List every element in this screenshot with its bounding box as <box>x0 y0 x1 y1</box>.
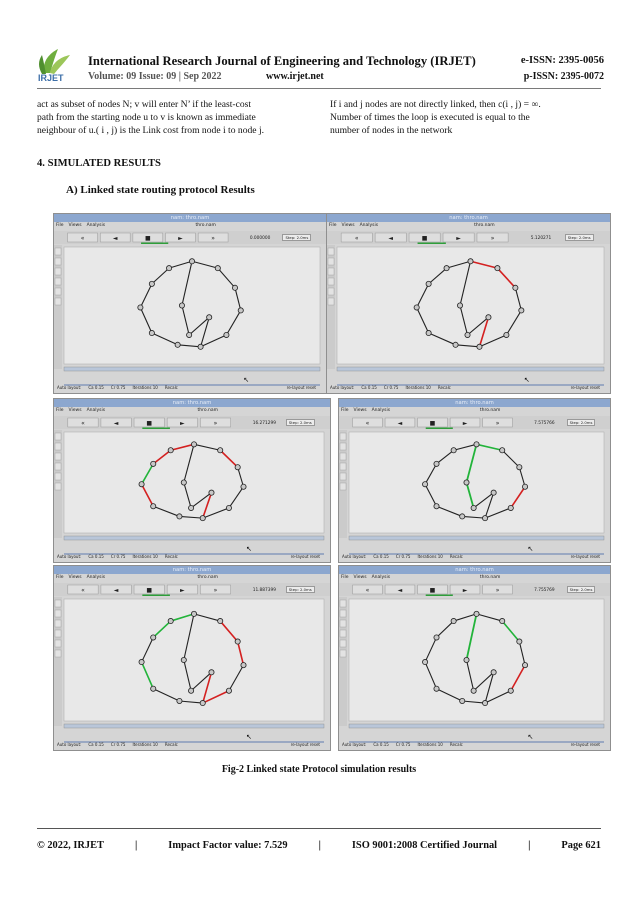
layout-field[interactable]: Iterations 10 <box>132 742 158 747</box>
playback-glyph: ■ <box>145 235 151 242</box>
network-node[interactable] <box>504 332 509 337</box>
menu-views[interactable]: Views <box>68 223 82 228</box>
menu-bar <box>329 223 383 228</box>
network-node[interactable] <box>198 344 203 349</box>
iso-certification: ISO 9001:2008 Certified Journal <box>351 840 498 851</box>
network-node[interactable] <box>522 663 527 668</box>
tool-icon[interactable] <box>340 600 346 607</box>
file-name: thro.nam <box>474 223 495 228</box>
playback-glyph: « <box>365 420 370 427</box>
window-titlebar: nam: thro.nam <box>54 214 326 222</box>
relayout-reset[interactable]: re-layout reset <box>290 742 320 747</box>
playback-glyph: ► <box>462 420 468 427</box>
network-node[interactable] <box>151 461 156 466</box>
network-node[interactable] <box>191 442 196 447</box>
playback-glyph: « <box>80 235 85 242</box>
nam-screenshot-5 <box>53 565 331 751</box>
network-node[interactable] <box>471 505 476 510</box>
layout-field[interactable]: Iterations 10 <box>417 554 443 559</box>
mouse-cursor-icon: ↖ <box>523 376 530 384</box>
network-node[interactable] <box>179 303 184 308</box>
p-issn: p-ISSN: 2395-0072 <box>523 71 604 82</box>
network-node[interactable] <box>241 663 246 668</box>
file-name: thro.nam <box>479 575 501 580</box>
network-node[interactable] <box>422 482 427 487</box>
tool-icon[interactable] <box>328 258 334 265</box>
tool-icon[interactable] <box>55 258 61 265</box>
playback-glyph: ► <box>462 587 468 594</box>
nam-screenshot-6 <box>338 565 611 751</box>
playback-glyph: ◄ <box>397 420 403 427</box>
tool-icon[interactable] <box>328 248 334 255</box>
step-value: Step: 2.0ms <box>286 419 315 426</box>
network-node[interactable] <box>226 688 231 693</box>
tool-icon[interactable] <box>55 453 61 460</box>
network-node[interactable] <box>482 516 487 521</box>
auto-layout-panel <box>342 742 607 747</box>
network-node[interactable] <box>177 698 182 703</box>
window-titlebar: nam: thro.nam <box>54 399 330 407</box>
network-node[interactable] <box>460 514 465 519</box>
journal-title: International Research Journal of Engineering and Technology (IRJET) <box>88 54 476 68</box>
window-titlebar: nam: thro.nam <box>339 399 610 407</box>
relayout-reset[interactable]: re-layout reset <box>286 385 316 390</box>
nam-screenshot-4 <box>338 398 611 563</box>
network-node[interactable] <box>207 315 212 320</box>
playback-glyph: « <box>81 420 85 427</box>
nam-canvas <box>339 566 610 750</box>
file-name: thro.nam <box>197 575 218 580</box>
network-node[interactable] <box>426 281 431 286</box>
tool-icon[interactable] <box>55 610 61 617</box>
network-node[interactable] <box>209 670 214 675</box>
logo-text: IRJET <box>38 73 64 83</box>
layout-field[interactable]: Iterations 10 <box>405 385 431 390</box>
layout-field[interactable]: Recalc <box>164 385 178 390</box>
sim-time: 0.000000 <box>249 236 271 241</box>
tool-icon[interactable] <box>55 483 61 490</box>
nam-screenshot-3 <box>53 398 331 563</box>
playback-glyph: ◄ <box>113 420 119 427</box>
network-node[interactable] <box>232 285 237 290</box>
playback-glyph: ◄ <box>112 235 118 242</box>
network-node[interactable] <box>138 305 143 310</box>
layout-field[interactable]: Iterations 10 <box>132 385 158 390</box>
mouse-cursor-icon: ↖ <box>246 545 252 553</box>
network-node[interactable] <box>464 657 469 662</box>
network-node[interactable] <box>508 505 513 510</box>
menu-file[interactable]: File <box>341 575 349 580</box>
network-node[interactable] <box>168 448 173 453</box>
network-node[interactable] <box>139 659 144 664</box>
playback-glyph: ► <box>180 587 185 594</box>
relayout-reset[interactable]: re-layout reset <box>570 554 600 559</box>
network-node[interactable] <box>241 484 246 489</box>
text-line: If i and j nodes are not directly linked, then c(i , j) = ∞. <box>330 99 541 110</box>
network-node[interactable] <box>149 281 154 286</box>
network-node[interactable] <box>451 618 456 623</box>
layout-field[interactable]: Cr 0.75 <box>110 742 126 747</box>
network-node[interactable] <box>495 266 500 271</box>
tool-icon[interactable] <box>55 650 61 657</box>
layout-field[interactable]: Auto layout: <box>342 554 367 559</box>
menu-bar <box>56 408 110 413</box>
impact-factor: Impact Factor value: 7.529 <box>168 840 288 851</box>
network-node[interactable] <box>139 482 144 487</box>
sim-time: 11.887399 <box>252 588 276 593</box>
network-node[interactable] <box>444 266 449 271</box>
tool-icon[interactable] <box>340 620 346 627</box>
footer-separator: | <box>318 840 321 851</box>
nam-screenshot-1 <box>53 213 327 394</box>
tool-icon[interactable] <box>340 640 346 647</box>
text-line: Number of times the loop is executed is equal to the <box>330 112 530 124</box>
menu-file[interactable]: File <box>56 575 64 580</box>
tool-icon[interactable] <box>55 278 61 285</box>
auto-layout-panel <box>57 385 323 390</box>
layout-field[interactable]: Recalc <box>449 554 463 559</box>
tool-icon[interactable] <box>340 443 346 450</box>
network-node[interactable] <box>226 505 231 510</box>
tool-icon[interactable] <box>55 268 61 275</box>
tool-icon[interactable] <box>328 278 334 285</box>
layout-field[interactable]: Iterations 10 <box>417 742 443 747</box>
tool-icon[interactable] <box>340 453 346 460</box>
layout-field[interactable]: Cr 0.75 <box>110 554 126 559</box>
subsection-heading: A) Linked state routing protocol Results <box>66 184 255 196</box>
playback-glyph: ► <box>178 235 183 242</box>
window-titlebar: nam: thro.nam <box>54 566 330 574</box>
tool-icon[interactable] <box>340 610 346 617</box>
playback-glyph: « <box>81 587 85 594</box>
layout-field[interactable]: Recalc <box>449 742 463 747</box>
network-node[interactable] <box>187 332 192 337</box>
network-node[interactable] <box>149 330 154 335</box>
menu-views[interactable]: Views <box>353 408 367 413</box>
network-node[interactable] <box>522 484 527 489</box>
menu-views[interactable]: Views <box>68 408 82 413</box>
menu-analysis[interactable]: Analysis <box>86 575 106 580</box>
layout-field[interactable]: Cr 0.75 <box>395 554 411 559</box>
network-node[interactable] <box>434 504 439 509</box>
window-titlebar: nam: thro.nam <box>327 214 610 222</box>
layout-field[interactable]: Ca 0.15 <box>88 742 104 747</box>
playback-glyph: ► <box>456 235 461 242</box>
network-node[interactable] <box>508 688 513 693</box>
layout-field[interactable]: Ca 0.15 <box>88 385 104 390</box>
network-node[interactable] <box>491 490 496 495</box>
auto-layout-panel <box>57 554 327 559</box>
network-node[interactable] <box>218 448 223 453</box>
step-value: Step: 2.0ms <box>567 586 596 593</box>
playback-glyph: ◄ <box>388 235 393 242</box>
right-column-text <box>330 98 541 138</box>
tool-icon[interactable] <box>55 288 61 295</box>
menu-bar <box>56 223 110 228</box>
menu-bar <box>341 408 395 413</box>
network-node[interactable] <box>465 332 470 337</box>
footer-rule <box>37 828 601 829</box>
sim-time: 16.271299 <box>252 421 276 426</box>
step-value: Step: 2.0ms <box>286 586 315 593</box>
footer <box>37 840 601 851</box>
menu-views[interactable]: Views <box>353 575 367 580</box>
text-line: neighbour of u.( i , j) is the Link cost from node i to node j. <box>37 125 265 137</box>
network-node[interactable] <box>453 342 458 347</box>
playback-glyph: » <box>211 235 215 242</box>
section-heading: 4. SIMULATED RESULTS <box>37 158 161 169</box>
network-node[interactable] <box>151 635 156 640</box>
menu-analysis[interactable]: Analysis <box>371 575 391 580</box>
network-node[interactable] <box>471 688 476 693</box>
tool-icon[interactable] <box>55 640 61 647</box>
footer-separator: | <box>528 840 531 851</box>
tool-icon[interactable] <box>55 298 61 305</box>
tool-icon[interactable] <box>340 463 346 470</box>
relayout-reset[interactable]: re-layout reset <box>570 385 600 390</box>
menu-bar <box>56 575 110 580</box>
tool-icon[interactable] <box>55 463 61 470</box>
tool-icon[interactable] <box>55 473 61 480</box>
e-issn: e-ISSN: 2395-0056 <box>520 55 604 66</box>
auto-layout-panel <box>342 554 607 559</box>
relayout-reset[interactable]: re-layout reset <box>570 742 600 747</box>
network-node[interactable] <box>151 504 156 509</box>
tool-icon[interactable] <box>55 248 61 255</box>
sim-time: 5.120271 <box>530 236 552 241</box>
network-node[interactable] <box>457 303 462 308</box>
network-node[interactable] <box>181 657 186 662</box>
step-value: Step: 2.0ms <box>282 234 311 241</box>
menu-analysis[interactable]: Analysis <box>86 408 106 413</box>
text-line: act as subset of nodes N; v will enter N’ if the least-cost <box>37 99 252 110</box>
playback-glyph: ■ <box>421 235 428 242</box>
playback-glyph: » <box>495 587 500 594</box>
menu-file[interactable]: File <box>56 408 64 413</box>
layout-field[interactable]: Recalc <box>164 742 178 747</box>
file-name: thro.nam <box>195 223 216 228</box>
network-node[interactable] <box>451 448 456 453</box>
layout-field[interactable]: Cr 0.75 <box>110 385 126 390</box>
playback-glyph: » <box>213 587 218 594</box>
mouse-cursor-icon: ↖ <box>246 733 252 741</box>
network-node[interactable] <box>434 635 439 640</box>
tool-icon[interactable] <box>340 473 346 480</box>
copyright: © 2022, IRJET <box>37 840 104 851</box>
mouse-cursor-icon: ↖ <box>527 545 534 553</box>
tool-icon[interactable] <box>328 298 334 305</box>
figure-caption: Fig-2 Linked state Protocol simulation results <box>221 764 417 775</box>
page-number: Page 621 <box>561 840 601 851</box>
network-node[interactable] <box>209 490 214 495</box>
layout-field[interactable]: Auto layout: <box>57 385 82 390</box>
menu-bar <box>341 575 395 580</box>
relayout-reset[interactable]: re-layout reset <box>290 554 320 559</box>
step-value: Step: 2.0ms <box>565 234 594 241</box>
tool-icon[interactable] <box>55 620 61 627</box>
footer-separator: | <box>134 840 138 851</box>
layout-field[interactable]: Iterations 10 <box>132 554 158 559</box>
layout-field[interactable]: Recalc <box>437 385 451 390</box>
timeline-slider[interactable] <box>64 724 324 728</box>
layout-field[interactable]: Auto layout: <box>57 554 82 559</box>
tool-icon[interactable] <box>55 433 61 440</box>
network-node[interactable] <box>517 465 522 470</box>
mouse-cursor-icon: ↖ <box>243 376 250 384</box>
tool-icon[interactable] <box>340 630 346 637</box>
menu-analysis[interactable]: Analysis <box>86 223 106 228</box>
network-node[interactable] <box>238 308 243 313</box>
playback-glyph: ■ <box>146 420 153 427</box>
network-node[interactable] <box>486 315 491 320</box>
timeline-slider[interactable] <box>349 724 604 728</box>
network-node[interactable] <box>224 332 229 337</box>
tool-icon[interactable] <box>55 630 61 637</box>
layout-field[interactable]: Auto layout: <box>342 742 367 747</box>
tool-icon[interactable] <box>340 433 346 440</box>
playback-glyph: ■ <box>429 587 436 594</box>
network-node[interactable] <box>464 480 469 485</box>
layout-field[interactable]: Cr 0.75 <box>383 385 399 390</box>
tool-icon[interactable] <box>340 483 346 490</box>
network-node[interactable] <box>189 259 194 264</box>
left-column-text <box>37 98 264 138</box>
network-node[interactable] <box>474 442 479 447</box>
network-node[interactable] <box>491 670 496 675</box>
menu-views[interactable]: Views <box>68 575 82 580</box>
layout-field[interactable]: Cr 0.75 <box>395 742 411 747</box>
network-node[interactable] <box>517 639 522 644</box>
network-node[interactable] <box>215 266 220 271</box>
menu-analysis[interactable]: Analysis <box>371 408 391 413</box>
network-node[interactable] <box>191 611 196 616</box>
playback-glyph: » <box>490 235 495 242</box>
header-rule <box>37 88 601 89</box>
network-node[interactable] <box>200 516 205 521</box>
network-node[interactable] <box>474 611 479 616</box>
step-value: Step: 2.0ms <box>567 419 596 426</box>
file-name: thro.nam <box>197 408 218 413</box>
layout-field[interactable]: Auto layout: <box>330 385 355 390</box>
network-node[interactable] <box>422 659 427 664</box>
layout-field[interactable]: Ca 0.15 <box>373 554 389 559</box>
network-node[interactable] <box>151 686 156 691</box>
layout-field[interactable]: Ca 0.15 <box>88 554 104 559</box>
playback-glyph: « <box>365 587 370 594</box>
network-node[interactable] <box>460 698 465 703</box>
network-node[interactable] <box>168 618 173 623</box>
layout-field[interactable]: Ca 0.15 <box>373 742 389 747</box>
network-node[interactable] <box>482 700 487 705</box>
auto-layout-panel <box>57 742 327 747</box>
layout-field[interactable]: Recalc <box>164 554 178 559</box>
network-node[interactable] <box>177 514 182 519</box>
network-node[interactable] <box>166 266 171 271</box>
tool-icon[interactable] <box>328 288 334 295</box>
volume-issue: Volume: 09 Issue: 09 | Sep 2022 <box>88 71 222 82</box>
network-node[interactable] <box>500 448 505 453</box>
network-node[interactable] <box>188 505 193 510</box>
network-node[interactable] <box>519 308 524 313</box>
network-node[interactable] <box>513 285 518 290</box>
network-node[interactable] <box>434 461 439 466</box>
network-node[interactable] <box>188 688 193 693</box>
playback-glyph: ■ <box>146 587 153 594</box>
timeline-slider[interactable] <box>349 536 604 540</box>
playback-glyph: » <box>495 420 500 427</box>
network-node[interactable] <box>468 259 473 264</box>
playback-glyph: » <box>213 420 218 427</box>
mouse-cursor-icon: ↖ <box>527 733 534 741</box>
network-node[interactable] <box>500 618 505 623</box>
network-node[interactable] <box>477 344 482 349</box>
network-node[interactable] <box>181 480 186 485</box>
network-node[interactable] <box>434 686 439 691</box>
playback-glyph: ◄ <box>397 587 403 594</box>
website: www.irjet.net <box>266 71 324 82</box>
playback-glyph: ◄ <box>113 587 119 594</box>
layout-field[interactable]: Ca 0.15 <box>361 385 377 390</box>
tool-icon[interactable] <box>55 443 61 450</box>
sim-time: 7.755769 <box>534 588 555 593</box>
tool-icon[interactable] <box>328 268 334 275</box>
playback-glyph: ■ <box>429 420 436 427</box>
menu-file[interactable]: File <box>329 223 337 228</box>
layout-field[interactable]: Auto layout: <box>57 742 82 747</box>
network-node[interactable] <box>218 618 223 623</box>
nam-canvas <box>54 566 330 750</box>
window-titlebar: nam: thro.nam <box>339 566 610 574</box>
timeline-slider[interactable] <box>337 367 604 371</box>
menu-file[interactable]: File <box>341 408 349 413</box>
file-name: thro.nam <box>479 408 501 413</box>
text-line: number of nodes in the network <box>330 125 453 137</box>
network-node[interactable] <box>175 342 180 347</box>
tool-icon[interactable] <box>55 600 61 607</box>
network-node[interactable] <box>414 305 419 310</box>
menu-file[interactable]: File <box>56 223 64 228</box>
timeline-slider[interactable] <box>64 367 320 371</box>
timeline-slider[interactable] <box>64 536 324 540</box>
network-node[interactable] <box>200 700 205 705</box>
playback-glyph: « <box>354 235 359 242</box>
tool-icon[interactable] <box>340 650 346 657</box>
network-node[interactable] <box>235 465 240 470</box>
network-node[interactable] <box>426 330 431 335</box>
text-line: path from the starting node u to v is known as immediate <box>37 112 256 124</box>
network-node[interactable] <box>235 639 240 644</box>
playback-glyph: ► <box>180 420 185 427</box>
auto-layout-panel <box>330 385 607 390</box>
menu-analysis[interactable]: Analysis <box>359 223 379 228</box>
nam-screenshot-2 <box>326 213 611 394</box>
menu-views[interactable]: Views <box>341 223 355 228</box>
sim-time: 7.575766 <box>534 421 555 426</box>
